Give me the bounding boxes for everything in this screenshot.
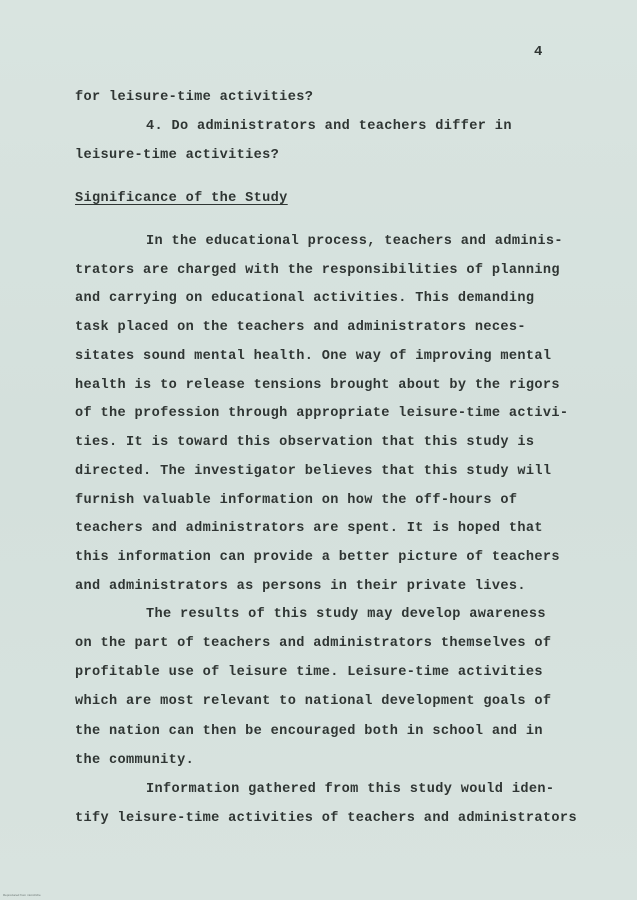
microfiche-footer: Reproduced from microfiche [3,893,41,897]
paragraph-line: this information can provide a better picture of teachers [75,550,560,565]
intro-line: leisure-time activities? [75,148,280,163]
paragraph-line: task placed on the teachers and administrators neces- [75,320,526,335]
page-number: 4 [534,44,543,60]
paragraph-line: directed. The investigator believes that this study will [75,464,552,479]
paragraph-line: of the profession through appropriate leisure-time activi- [75,406,569,421]
research-question-4: 4. Do administrators and teachers differ in [146,119,512,134]
paragraph-line: trators are charged with the responsibilities of planning [75,263,560,278]
paragraph-line: health is to release tensions brought about by the rigors [75,378,560,393]
paragraph-line: the community. [75,753,195,768]
paragraph-line: on the part of teachers and administrators themselves of [75,636,552,651]
paragraph-line: teachers and administrators are spent. It is hoped that [75,521,543,536]
paragraph-line: ties. It is toward this observation that this study is [75,435,535,450]
paragraph-line: which are most relevant to national development goals of [75,694,552,709]
paragraph-line: The results of this study may develop awareness [146,607,546,622]
paragraph-line: the nation can then be encouraged both in school and in [75,724,543,739]
intro-line: for leisure-time activities? [75,90,314,105]
paragraph-line: sitates sound mental health. One way of improving mental [75,349,552,364]
paragraph-line: and carrying on educational activities. This demanding [75,291,535,306]
paragraph-line: Information gathered from this study would iden- [146,782,555,797]
paragraph-line: and administrators as persons in their private lives. [75,579,526,594]
paragraph-line: In the educational process, teachers and adminis- [146,234,563,249]
section-heading: Significance of the Study [75,191,288,206]
paragraph-line: tify leisure-time activities of teachers and administrators [75,811,577,826]
paragraph-line: furnish valuable information on how the off-hours of [75,493,518,508]
paragraph-line: profitable use of leisure time. Leisure-time activities [75,665,543,680]
